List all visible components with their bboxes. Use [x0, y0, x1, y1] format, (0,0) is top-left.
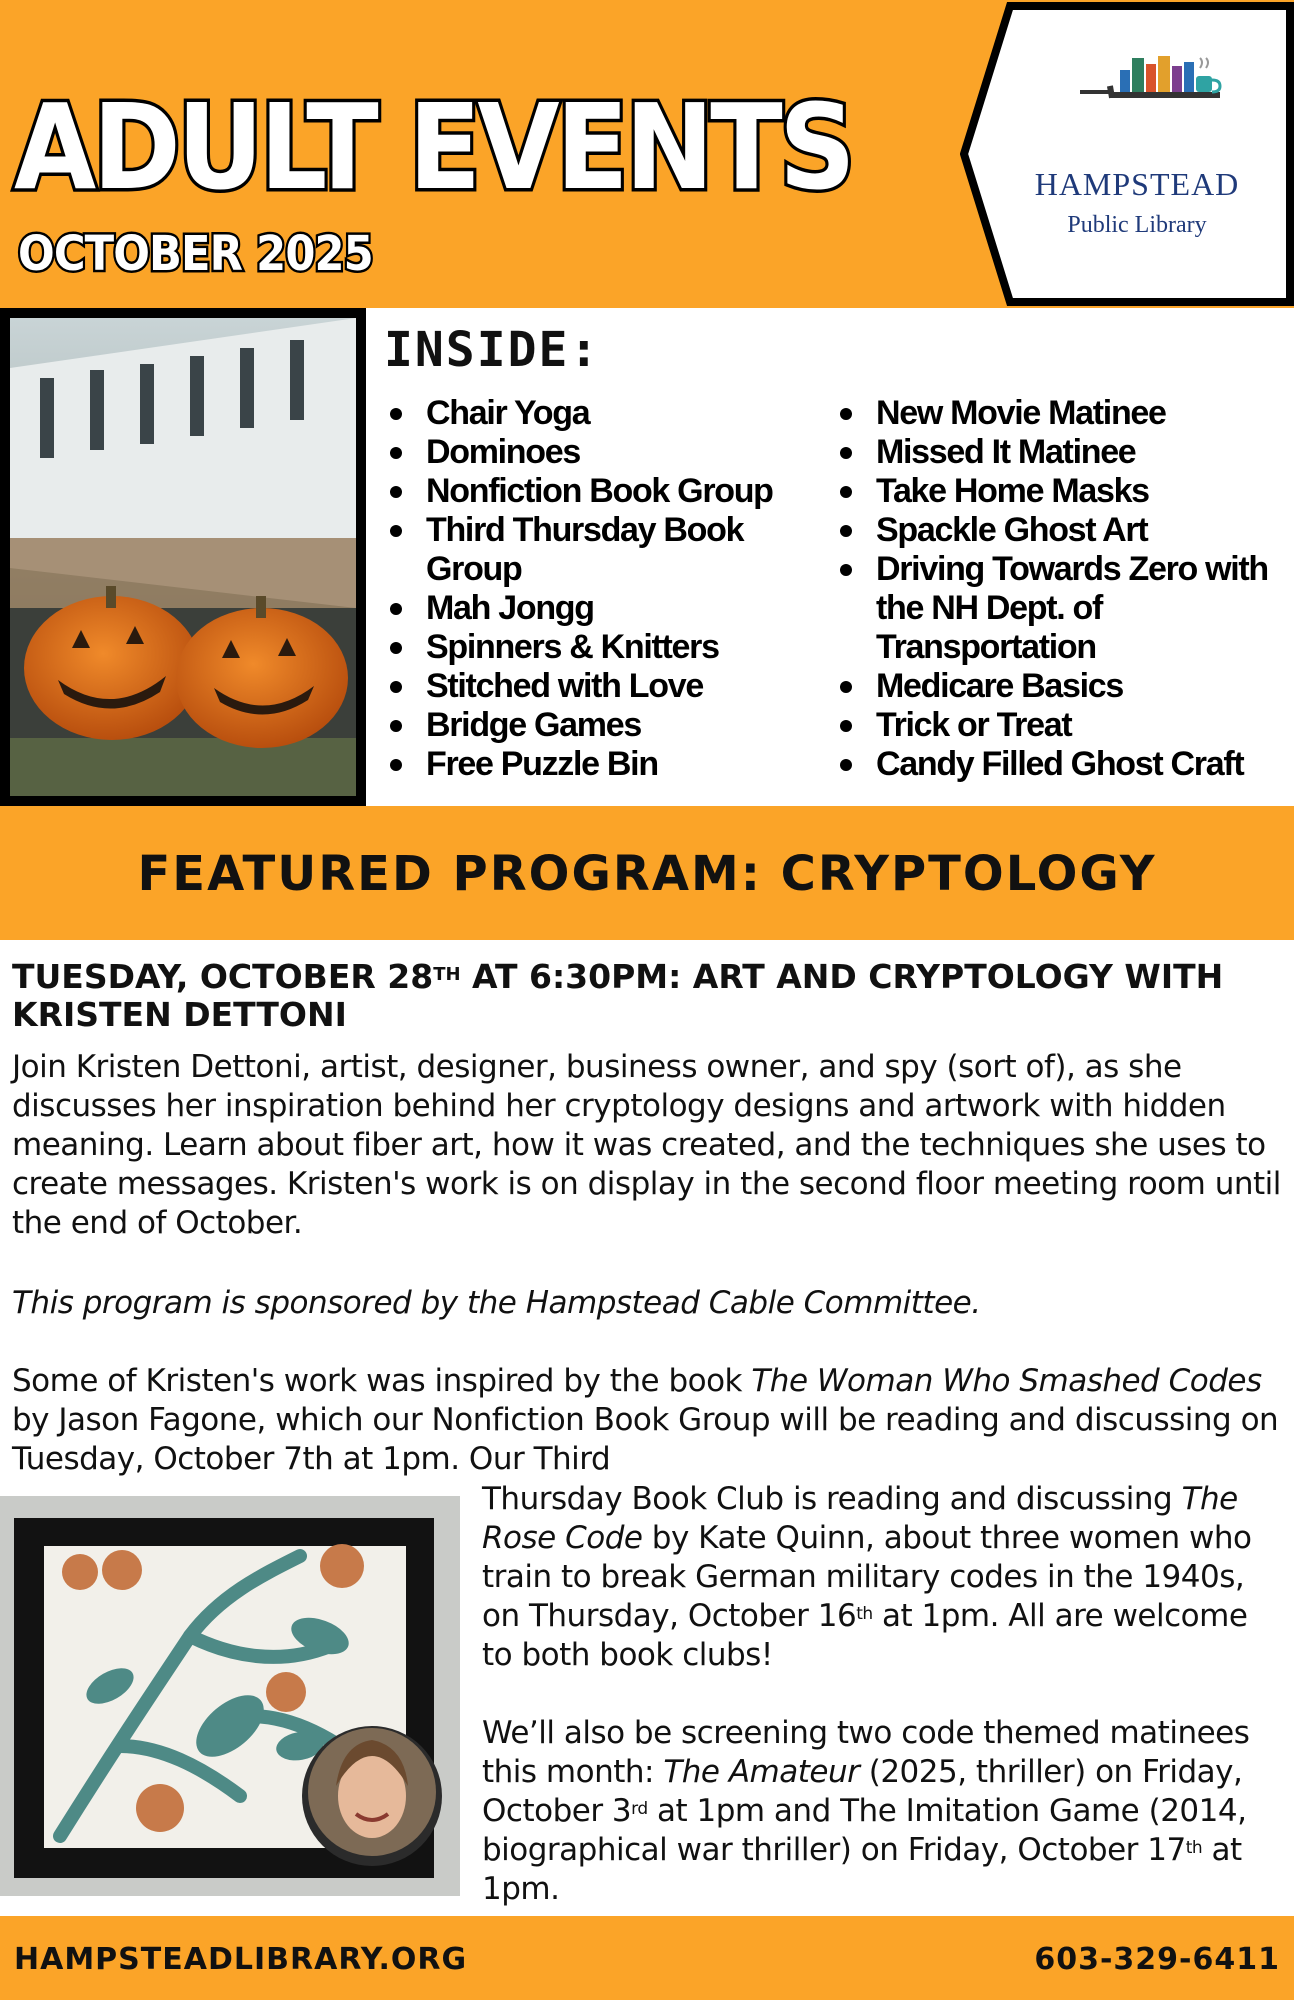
fiber-art-photo: [0, 1496, 460, 1896]
list-item: Nonfiction Book Group: [386, 472, 826, 511]
featured-title: FEATURED PROGRAM: CRYPTOLOGY: [137, 846, 1157, 902]
list-item: Candy Filled Ghost Craft: [836, 745, 1294, 784]
page-title: ADULT EVENTS: [14, 78, 852, 216]
inside-list-right: [836, 394, 1294, 784]
book-club-paragraph: Thursday Book Club is reading and discussing The Rose Code by Kate Quinn, about three women who train to break German military codes in the 1940s, on Thursday, October 16th at 1pm. All are welcome to both book clubs!: [482, 1481, 1252, 1673]
matinee-paragraph: We’ll also be screening two code themed matinees this month: The Amateur (2025, thriller) on Friday, October 3rd at 1pm and The Imitation Game (2014, biographical war thriller) on Friday, October 17th at 1pm.: [482, 1715, 1250, 1907]
list-item: Spinners & Knitters: [386, 628, 826, 667]
list-item: Bridge Games: [386, 706, 826, 745]
library-logo[interactable]: [960, 0, 1294, 308]
inside-heading: INSIDE:: [384, 322, 601, 378]
list-item: New Movie Matinee: [836, 394, 1294, 433]
book-paragraph: Some of Kristen's work was inspired by the book The Woman Who Smashed Codes by Jason Fagone, which our Nonfiction Book Group will be reading and discussing on Tuesday, October 7th at 1pm. Our Third: [12, 1363, 1279, 1477]
list-item: Medicare Basics: [836, 667, 1294, 706]
phone-number[interactable]: 603-329-6411: [1034, 1942, 1280, 1977]
website-link[interactable]: HAMPSTEADLIBRARY.ORG: [14, 1942, 468, 1977]
inside-list-left: [386, 394, 826, 784]
event-heading: TUESDAY, OCTOBER 28TH AT 6:30PM: ART AND CRYPTOLOGY WITH KRISTEN DETTONI: [12, 957, 1224, 1034]
logo-name: HAMPSTEAD: [1034, 166, 1240, 202]
list-item: Chair Yoga: [386, 394, 826, 433]
list-item: Third Thursday Book Group: [386, 511, 826, 589]
sponsor-note: This program is sponsored by the Hampstead Cable Committee.: [12, 1285, 981, 1321]
list-item: Stitched with Love: [386, 667, 826, 706]
list-item: Trick or Treat: [836, 706, 1294, 745]
list-item: Spackle Ghost Art: [836, 511, 1294, 550]
event-description: Join Kristen Dettoni, artist, designer, business owner, and spy (sort of), as she discusses her inspiration behind her cryptology designs and artwork with hidden meaning. Learn about fiber art, how it was created, and the techniques she uses to create messages. Kristen's work is on display in the second floor meeting room until the end of October.: [12, 1049, 1281, 1241]
list-item: Free Puzzle Bin: [386, 745, 826, 784]
pumpkin-photo: [0, 308, 366, 806]
list-item: Dominoes: [386, 433, 826, 472]
page-subtitle: OCTOBER 2025: [18, 226, 373, 282]
list-item: Mah Jongg: [386, 589, 826, 628]
list-item: Missed It Matinee: [836, 433, 1294, 472]
logo-tagline: Public Library: [1067, 212, 1207, 238]
list-item: Take Home Masks: [836, 472, 1294, 511]
list-item: Driving Towards Zero with the NH Dept. of Transportation: [836, 550, 1294, 667]
